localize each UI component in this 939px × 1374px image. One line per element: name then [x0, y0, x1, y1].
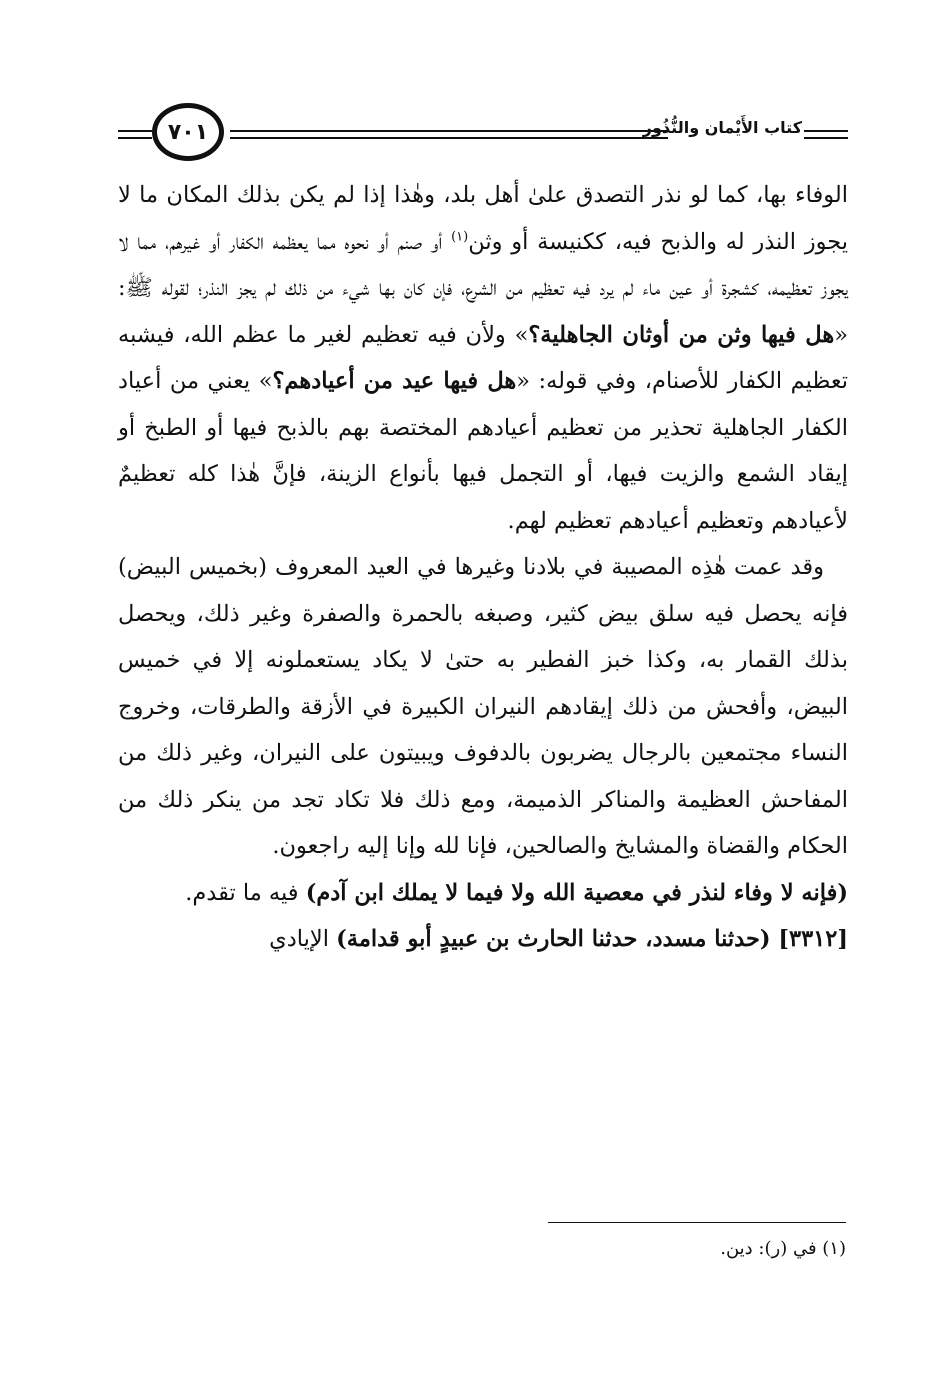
header-rule-left	[118, 130, 152, 139]
paragraph-4	[118, 916, 848, 963]
paragraph-3	[118, 870, 848, 917]
paragraph-1-part-a: الوفاء بها، كما لو نذر التصدق علىٰ أهل بلد، وهٰذا إذا لم يكن بذلك المكان ما لا يجوز النذر له والذبح فيه، ككنيسة أو وثن	[118, 182, 848, 255]
footnote: (١) في (ر): دين.	[720, 1238, 846, 1259]
paragraph-4-rest: الإيادي	[269, 926, 337, 952]
running-title: كتاب الأَيْمان والنُّذُور	[642, 118, 802, 137]
paragraph-1-part-c: » ولأن فيه تعظيم لغير ما عظم الله، فيشبه تعظيم الكفار للأصنام، وفي قوله: «	[118, 321, 849, 394]
footnote-separator	[548, 1222, 846, 1223]
hadith-quote-1: هل فيها وثن من أوثان الجاهلية؟	[528, 321, 835, 348]
paragraph-1-part-b: أو صنم أو نحوه مما يعظمه الكفار أو غيرهم، مما لا يجوز تعظيمه، كشجرة أو عين ماء لم يرد فيه تعظيم من الشرع، فإن كان بها شيء من ذلك لم يجز النذر؛ لقوله ﷺ: «	[118, 228, 848, 348]
paragraph-3-rest: فيه ما تقدم.	[185, 879, 306, 906]
footnote-reference: (١)	[451, 229, 469, 244]
hadith-quote-2: هل فيها عيد من أعيادهم؟	[272, 368, 517, 394]
paragraph-4-bold: [٣٣١٢] (حدثنا مسدد، حدثنا الحارث بن عبيدٍ أبو قدامة)	[336, 926, 848, 952]
page-number: ٧٠١	[152, 103, 224, 161]
header-rule-right	[804, 130, 848, 139]
paragraph-3-bold: (فإنه لا وفاء لنذر في معصية الله ولا فيما لا يملك ابن آدم)	[305, 879, 848, 906]
paragraph-1	[118, 172, 848, 544]
paragraph-2: وقد عمت هٰذِه المصيبة في بلادنا وغيرها في العيد المعروف (بخميس البيض) فإنه يحصل فيه سلق بيض كثير، وصبغه بالحمرة والصفرة وغير ذلك، ويحصل بذلك القمار به، وكذا خبز الفطير به حتىٰ لا يكاد يستعملونه إلا في خميس البيض، وأفحش من ذلك إيقادهم النيران الكبيرة في الأزقة والطرقات، وخروج النساء مجتمعين بالرجال يضربون بالدفوف ويبيتون على النيران، وغير ذلك من المفاحش العظيمة والمناكر الذميمة، ومع ذلك فلا تكاد تجد من ينكر ذلك من الحكام والقضاة والمشايخ والصالحين، فإنا لله وإنا إليه راجعون.	[118, 554, 848, 859]
header-rule-middle	[230, 130, 668, 139]
page-header	[118, 100, 848, 168]
body-text	[118, 172, 848, 963]
paragraph-1-part-d: » يعني من أعياد الكفار الجاهلية تحذير من تعظيم أعيادهم المختصة بهم بالذبح فيها أو الطبخ أو إيقاد الشمع والزيت فيها، أو التجمل فيها بأنواع الزينة، فإنَّ هٰذا كله تعظيمٌ لأعيادهم وتعظيم أعيادهم تعظيم لهم.	[118, 368, 848, 534]
